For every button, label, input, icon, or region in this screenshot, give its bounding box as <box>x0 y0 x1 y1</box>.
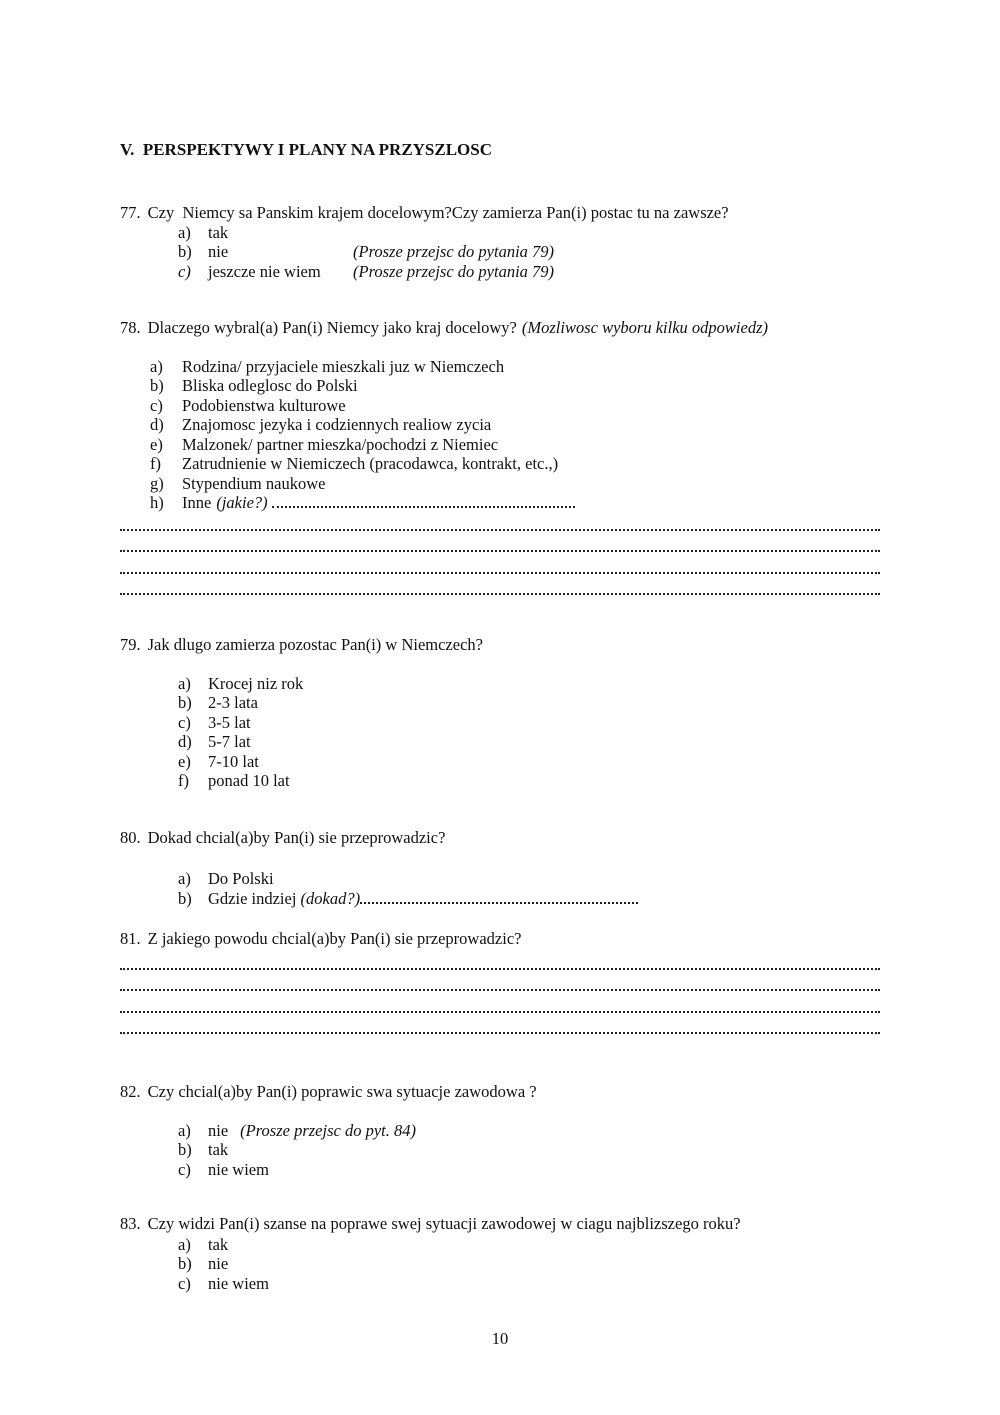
option-row <box>120 693 880 713</box>
answer-line <box>120 552 880 574</box>
question-78-options <box>120 357 880 513</box>
option-row <box>120 1140 880 1160</box>
option-letter: h) <box>150 493 164 512</box>
option-row <box>120 713 880 733</box>
option-inline-note: (dokad?) <box>300 888 361 908</box>
option-letter: c) <box>178 1273 191 1293</box>
option-text: ponad 10 lat <box>208 771 290 790</box>
option-row <box>120 454 880 474</box>
option-text: Zatrudnienie w Niemiczech (pracodawca, kontrakt, etc.,) <box>182 454 559 473</box>
question-80 <box>120 828 880 909</box>
answer-line <box>120 970 880 992</box>
question-number: 80. <box>120 827 141 847</box>
option-letter: b) <box>150 376 164 395</box>
question-text: Czy chcial(a)by Pan(i) poprawic swa sytuacje zawodowa ? <box>147 1082 537 1101</box>
option-row <box>120 223 880 243</box>
option-text: tak <box>208 1234 229 1254</box>
option-letter: b) <box>178 1254 192 1273</box>
option-text: Krocej niz rok <box>208 673 304 693</box>
question-83-options <box>120 1235 880 1294</box>
question-79 <box>120 635 880 791</box>
option-text: nie wiem <box>208 1273 269 1293</box>
answer-line <box>120 531 880 553</box>
option-letter: c) <box>178 712 191 732</box>
question-83 <box>120 1214 880 1293</box>
option-row <box>120 674 880 694</box>
answer-lines <box>120 516 880 596</box>
skip-note: (Prosze przejsc do pytania 79) <box>353 261 555 281</box>
option-letter: e) <box>178 751 191 771</box>
option-text: nie wiem <box>208 1159 269 1179</box>
option-row <box>120 1121 880 1141</box>
fill-in-dots <box>360 901 638 904</box>
option-text: tak <box>208 222 229 242</box>
option-row <box>120 435 880 455</box>
option-text: 2-3 lata <box>208 693 258 712</box>
option-text: Podobienstwa kulturowe <box>182 395 346 415</box>
option-letter: a) <box>178 869 191 888</box>
option-row <box>120 732 880 752</box>
option-row <box>120 357 880 377</box>
option-text: jeszcze nie wiem <box>208 261 321 281</box>
option-row <box>120 493 880 513</box>
question-77-options <box>120 223 880 282</box>
option-row <box>120 1235 880 1255</box>
option-letter: f) <box>178 771 189 790</box>
question-81-title <box>120 929 880 949</box>
option-row <box>120 396 880 416</box>
option-letter: a) <box>178 1120 191 1140</box>
answer-line <box>120 1013 880 1035</box>
option-row <box>120 242 880 262</box>
option-row <box>120 415 880 435</box>
option-letter: b) <box>178 888 192 908</box>
question-text: Dlaczego wybral(a) Pan(i) Niemcy jako kraj docelowy? <box>147 318 517 337</box>
option-text: Gdzie indziej <box>208 888 301 908</box>
option-row <box>120 474 880 494</box>
option-letter: c) <box>178 261 191 281</box>
question-77 <box>120 203 880 281</box>
option-text: 7-10 lat <box>208 751 259 771</box>
question-78 <box>120 318 880 595</box>
option-letter: e) <box>150 434 163 454</box>
question-77-title <box>120 203 880 223</box>
option-text: nie <box>208 242 229 261</box>
answer-lines <box>120 955 880 1035</box>
option-text: 5-7 lat <box>208 732 251 751</box>
question-number: 81. <box>120 929 141 948</box>
option-row <box>120 869 880 889</box>
option-row <box>120 1274 880 1294</box>
answer-line <box>120 574 880 596</box>
option-letter: c) <box>178 1159 191 1179</box>
question-80-options <box>120 869 880 908</box>
option-text: nie <box>208 1120 229 1140</box>
question-note: (Mozliwosc wyboru kilku odpowiedz) <box>521 318 768 337</box>
option-text: nie <box>208 1254 229 1273</box>
option-text: Stypendium naukowe <box>182 473 326 493</box>
option-row <box>120 262 880 282</box>
option-letter: b) <box>178 1140 192 1159</box>
option-row <box>120 1254 880 1274</box>
question-text: Z jakiego powodu chcial(a)by Pan(i) sie przeprowadzic? <box>147 929 522 948</box>
section-title: V. PERSPEKTYWY I PLANY NA PRZYSZLOSC <box>120 140 493 159</box>
question-text: Czy Niemcy sa Panskim krajem docelowym?Czy zamierza Pan(i) postac tu na zawsze? <box>147 203 729 222</box>
page-number: 10 <box>491 1329 509 1348</box>
option-letter: a) <box>178 1234 191 1254</box>
question-82-title <box>120 1082 880 1102</box>
option-letter: d) <box>178 732 192 751</box>
option-row <box>120 752 880 772</box>
question-number: 79. <box>120 635 141 654</box>
question-79-title <box>120 635 880 655</box>
question-80-title <box>120 828 880 848</box>
question-text: Czy widzi Pan(i) szanse na poprawe swej sytuacji zawodowej w ciagu najblizszego roku? <box>147 1214 741 1233</box>
option-text: Inne <box>182 493 212 512</box>
option-letter: a) <box>178 673 191 693</box>
option-row <box>120 771 880 791</box>
answer-line <box>120 991 880 1013</box>
option-letter: d) <box>150 415 164 434</box>
question-82-options <box>120 1121 880 1180</box>
question-82 <box>120 1082 880 1179</box>
option-text: Do Polski <box>208 869 274 888</box>
answer-line <box>120 955 880 970</box>
option-text: Znajomosc jezyka i codziennych realiow zycia <box>182 415 492 434</box>
question-79-options <box>120 674 880 791</box>
fill-in-dots <box>272 505 575 508</box>
question-number: 82. <box>120 1082 141 1101</box>
option-inline-note: (jakie?) <box>216 493 268 512</box>
option-letter: f) <box>150 454 161 473</box>
option-letter: a) <box>178 222 191 242</box>
option-letter: c) <box>150 395 163 415</box>
skip-note: (Prosze przejsc do pytania 79) <box>353 242 555 261</box>
option-text: 3-5 lat <box>208 712 251 732</box>
question-81 <box>120 929 880 1034</box>
option-letter: g) <box>150 473 164 493</box>
page-content <box>120 0 880 1293</box>
question-78-title <box>120 318 880 338</box>
option-text: Malzonek/ partner mieszka/pochodzi z Niemiec <box>182 434 499 454</box>
question-number: 77. <box>120 203 141 222</box>
question-text: Dokad chcial(a)by Pan(i) sie przeprowadzic? <box>147 827 446 847</box>
option-text: Bliska odleglosc do Polski <box>182 376 358 395</box>
option-letter: a) <box>150 356 163 376</box>
skip-note: (Prosze przejsc do pyt. 84) <box>240 1120 416 1140</box>
option-row <box>120 1160 880 1180</box>
option-text: Rodzina/ przyjaciele mieszkali juz w Niemczech <box>182 356 505 376</box>
option-row <box>120 889 880 909</box>
question-text: Jak dlugo zamierza pozostac Pan(i) w Niemczech? <box>147 635 483 654</box>
option-text: tak <box>208 1140 229 1159</box>
question-number: 83. <box>120 1214 141 1233</box>
option-letter: b) <box>178 242 192 261</box>
option-row <box>120 376 880 396</box>
question-number: 78. <box>120 318 141 337</box>
question-83-title <box>120 1214 880 1234</box>
option-letter: b) <box>178 693 192 712</box>
answer-line <box>120 516 880 531</box>
